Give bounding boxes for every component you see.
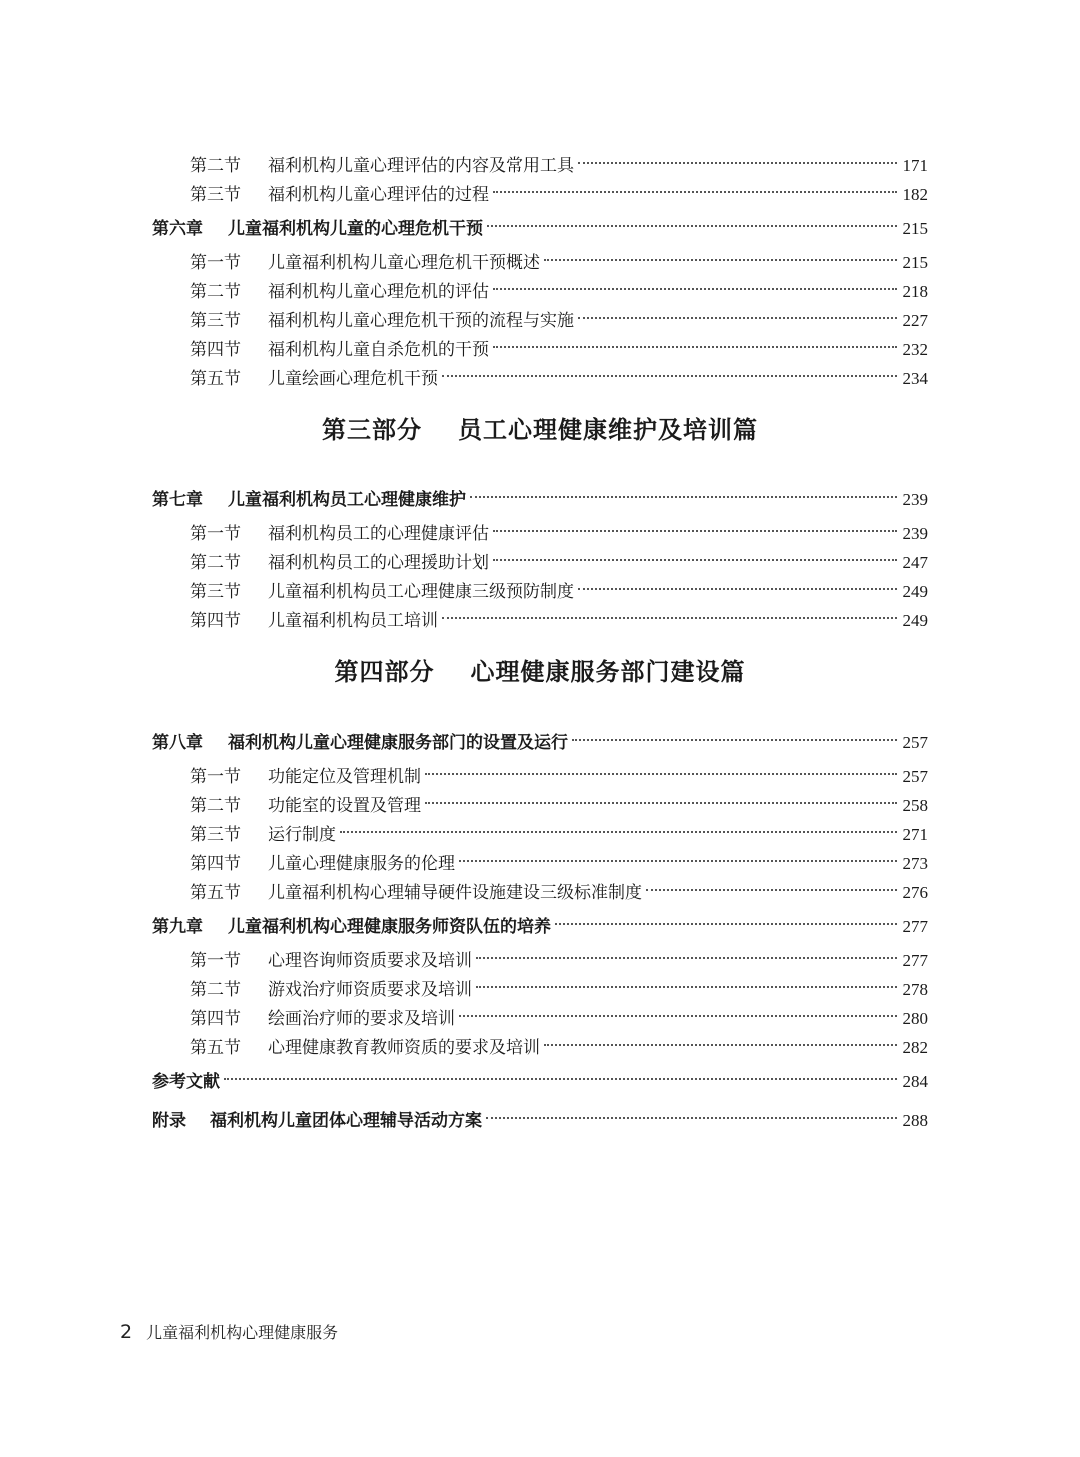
- page-footer: [120, 1320, 338, 1345]
- entry-label: 第四节: [190, 1009, 241, 1029]
- entry-page: 273: [902, 854, 928, 873]
- entry-label: 第四节: [190, 340, 241, 360]
- toc-entry[interactable]: [190, 872, 928, 903]
- entry-title: 福利机构儿童心理评估的过程: [268, 185, 489, 205]
- toc-entry[interactable]: [190, 785, 928, 816]
- entry-title: 功能定位及管理机制: [268, 767, 421, 787]
- running-title: 儿童福利机构心理健康服务: [146, 1323, 339, 1342]
- entry-page: 258: [902, 796, 928, 815]
- dot-leader: [493, 174, 897, 200]
- entry-label: 第一节: [190, 767, 241, 787]
- toc-appendix[interactable]: [152, 1100, 928, 1131]
- part-title: 心理健康服务部门建设篇: [470, 657, 746, 686]
- entry-label: 第二节: [190, 980, 241, 1000]
- dot-leader: [544, 1027, 897, 1053]
- dot-leader: [425, 756, 897, 782]
- entry-title: 功能室的设置及管理: [268, 796, 421, 816]
- dot-leader: [487, 208, 897, 234]
- entry-title: 儿童福利机构员工心理健康维护: [228, 490, 466, 510]
- toc-entry[interactable]: [190, 969, 928, 1000]
- toc-entry[interactable]: [190, 756, 928, 787]
- entry-page: 218: [902, 282, 928, 301]
- part-heading: [0, 655, 1080, 689]
- entry-page: 277: [902, 951, 928, 970]
- toc-entry[interactable]: [190, 843, 928, 874]
- entry-page: 234: [902, 369, 928, 388]
- dot-leader: [442, 358, 897, 384]
- entry-label: 第一节: [190, 524, 241, 544]
- entry-page: 257: [902, 767, 928, 786]
- entry-page: 271: [902, 825, 928, 844]
- dot-leader: [493, 513, 897, 539]
- dot-leader: [459, 843, 897, 869]
- entry-title: 绘画治疗师的要求及培训: [268, 1009, 455, 1029]
- dot-leader: [493, 542, 897, 568]
- entry-page: 232: [902, 340, 928, 359]
- entry-label: 第三节: [190, 185, 241, 205]
- entry-title: 儿童福利机构儿童的心理危机干预: [228, 219, 483, 239]
- toc-entry[interactable]: [190, 329, 928, 360]
- entry-page: 257: [902, 733, 928, 752]
- toc-entry[interactable]: [190, 571, 928, 602]
- entry-page: 215: [902, 219, 928, 238]
- entry-label: 第五节: [190, 1038, 241, 1058]
- entry-page: 239: [902, 490, 928, 509]
- dot-leader: [442, 600, 897, 626]
- dot-leader: [578, 300, 897, 326]
- dot-leader: [493, 271, 897, 297]
- toc-entry[interactable]: [190, 814, 928, 845]
- entry-title: 游戏治疗师资质要求及培训: [268, 980, 472, 1000]
- toc-entry[interactable]: [190, 513, 928, 544]
- entry-page: 182: [902, 185, 928, 204]
- entry-page: 284: [902, 1072, 928, 1091]
- dot-leader: [572, 722, 897, 748]
- toc-entry[interactable]: [190, 271, 928, 302]
- entry-page: 227: [902, 311, 928, 330]
- dot-leader: [646, 872, 897, 898]
- entry-page: 249: [902, 611, 928, 630]
- entry-title: 福利机构儿童心理危机干预的流程与实施: [268, 311, 574, 331]
- entry-title: 儿童福利机构心理辅导硬件设施建设三级标准制度: [268, 883, 642, 903]
- entry-label: 第七章: [152, 490, 203, 510]
- page-number: 2: [120, 1321, 133, 1343]
- toc-entry[interactable]: [190, 358, 928, 389]
- entry-label: 第九章: [152, 917, 203, 937]
- toc-entry[interactable]: [190, 600, 928, 631]
- entry-label: 第五节: [190, 883, 241, 903]
- entry-title: 心理健康教育教师资质的要求及培训: [268, 1038, 540, 1058]
- entry-page: 249: [902, 582, 928, 601]
- entry-page: 277: [902, 917, 928, 936]
- entry-label: 第四节: [190, 611, 241, 631]
- entry-page: 278: [902, 980, 928, 999]
- entry-page: 171: [902, 156, 928, 175]
- toc-chapter[interactable]: [152, 722, 928, 753]
- dot-leader: [470, 479, 897, 505]
- entry-label: 第八章: [152, 733, 203, 753]
- entry-page: 239: [902, 524, 928, 543]
- entry-title: 福利机构儿童心理健康服务部门的设置及运行: [228, 733, 568, 753]
- entry-title: 儿童福利机构儿童心理危机干预概述: [268, 253, 540, 273]
- toc-entry[interactable]: [190, 174, 928, 205]
- entry-label: 第四节: [190, 854, 241, 874]
- toc-chapter[interactable]: [152, 479, 928, 510]
- dot-leader: [224, 1061, 897, 1087]
- entry-title: 儿童福利机构心理健康服务师资队伍的培养: [228, 917, 551, 937]
- entry-page: 288: [902, 1111, 928, 1130]
- dot-leader: [555, 906, 897, 932]
- part-label: 第三部分: [322, 415, 422, 444]
- toc-entry[interactable]: [190, 940, 928, 971]
- entry-page: 215: [902, 253, 928, 272]
- entry-title: 福利机构员工的心理健康评估: [268, 524, 489, 544]
- toc-entry[interactable]: [190, 242, 928, 273]
- toc-entry[interactable]: [190, 300, 928, 331]
- dot-leader: [425, 785, 897, 811]
- part-heading: [0, 413, 1080, 447]
- dot-leader: [578, 145, 897, 171]
- entry-title: 儿童福利机构员工心理健康三级预防制度: [268, 582, 574, 602]
- entry-label: 第二节: [190, 796, 241, 816]
- entry-label: 第三节: [190, 825, 241, 845]
- entry-page: 247: [902, 553, 928, 572]
- toc-entry[interactable]: [190, 542, 928, 573]
- dot-leader: [340, 814, 897, 840]
- dot-leader: [459, 998, 897, 1024]
- dot-leader: [476, 969, 897, 995]
- dot-leader: [493, 329, 897, 355]
- toc-entry[interactable]: [190, 145, 928, 176]
- entry-page: 282: [902, 1038, 928, 1057]
- part-label: 第四部分: [334, 657, 435, 686]
- part-title: 员工心理健康维护及培训篇: [458, 415, 758, 444]
- entry-title: 儿童绘画心理危机干预: [268, 369, 438, 389]
- entry-title: 参考文献: [152, 1072, 220, 1092]
- entry-page: 280: [902, 1009, 928, 1028]
- dot-leader: [476, 940, 897, 966]
- entry-title: 儿童心理健康服务的伦理: [268, 854, 455, 874]
- toc-chapter[interactable]: [152, 906, 928, 937]
- dot-leader: [544, 242, 897, 268]
- entry-page: 276: [902, 883, 928, 902]
- dot-leader: [486, 1100, 897, 1126]
- entry-label: 附录: [152, 1111, 186, 1131]
- toc-entry[interactable]: [190, 1027, 928, 1058]
- entry-label: 第二节: [190, 156, 241, 176]
- entry-title: 心理咨询师资质要求及培训: [268, 951, 472, 971]
- entry-label: 第五节: [190, 369, 241, 389]
- toc-chapter[interactable]: [152, 208, 928, 239]
- entry-label: 第二节: [190, 282, 241, 302]
- toc-references[interactable]: [152, 1061, 928, 1092]
- entry-title: 福利机构儿童心理评估的内容及常用工具: [268, 156, 574, 176]
- entry-label: 第六章: [152, 219, 203, 239]
- entry-title: 福利机构儿童心理危机的评估: [268, 282, 489, 302]
- entry-title: 儿童福利机构员工培训: [268, 611, 438, 631]
- entry-title: 福利机构员工的心理援助计划: [268, 553, 489, 573]
- entry-label: 第三节: [190, 311, 241, 331]
- toc-entry[interactable]: [190, 998, 928, 1029]
- entry-title: 运行制度: [268, 825, 336, 845]
- entry-label: 第三节: [190, 582, 241, 602]
- entry-title: 福利机构儿童团体心理辅导活动方案: [210, 1111, 482, 1131]
- entry-label: 第二节: [190, 553, 241, 573]
- entry-label: 第一节: [190, 253, 241, 273]
- dot-leader: [578, 571, 897, 597]
- entry-title: 福利机构儿童自杀危机的干预: [268, 340, 489, 360]
- entry-label: 第一节: [190, 951, 241, 971]
